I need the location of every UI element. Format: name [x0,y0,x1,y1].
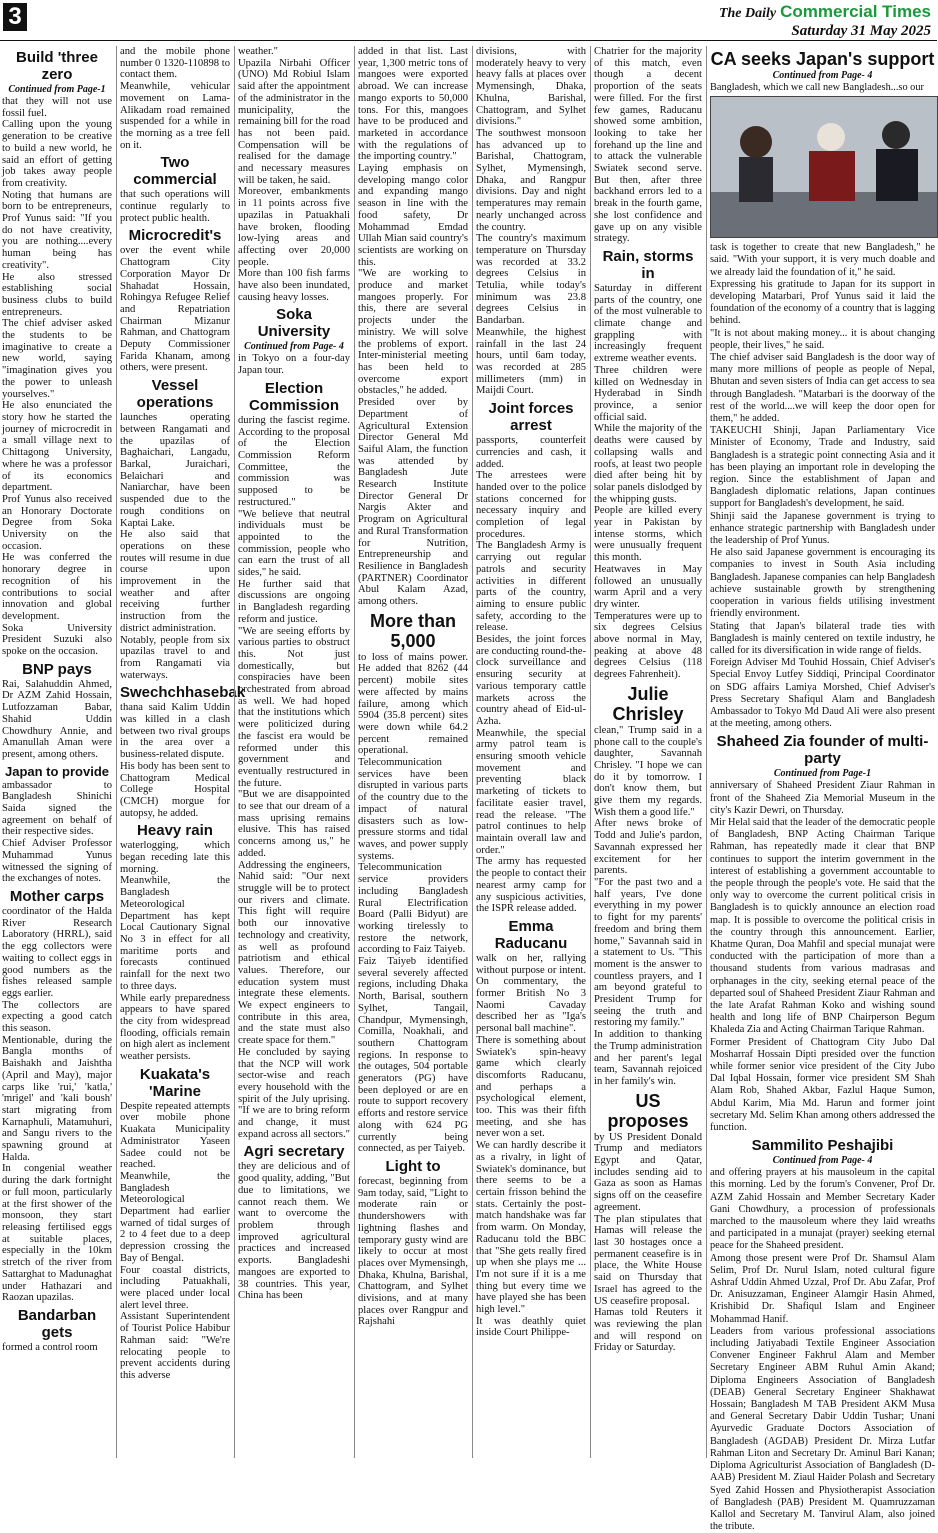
headline: Light to [385,1157,441,1175]
masthead-prefix: The Daily [718,6,777,21]
article-paragraph: formed a control room [2,1341,98,1353]
article-paragraph: Despite repeated attempts over mobile phone Kuakata Municipality Administrator Yaseen Sadee could not be reached. [120,1100,230,1171]
article-paragraph: in Tokyo on a four-day Japan tour. [238,353,350,377]
column-3 [238,46,350,1458]
headline: Shaheed Zia founder of multi-party [716,733,929,768]
headline: Joint forces arrest [488,400,574,435]
article-paragraph: Upazila Nirbahi Officer (UNO) Md Robiul Islam said after the appointment of the administrator in the municipality, the remaining bill for the road has not been paid. Compensation will be realised for the damage and necessary measures will be taken, he said. [238,57,350,186]
column-2 [120,46,246,1458]
headline: BNP pays [22,660,92,678]
article-paragraph: Meanwhile, the special army patrol team is ensuring smooth vehicle movement and preventing black marketing of tickets to facilitate easier travel, read the release. "The patrol continues to help maintain overall law and order." [476,727,586,856]
article-paragraph: He also said Japanese government is encouraging its companies to invest in South Asia including Bangladesh. Japanese companies can help Bangladesh achieve sustainable growth by strengthening cooperation in various fields utilising investment friendly environment. [710,547,935,620]
page-number: 3 [3,3,27,31]
article-paragraph: He concluded by saying that the NCP will work sector-wise and reach every household with the spirit of the July uprising. "If we are to bring reform and change, it must expand across all sectors." [238,1046,350,1140]
headline: Microcredit's [128,227,222,245]
headline: Two commercial [133,154,217,189]
article-paragraph: Notably, people from six upazilas travel to and from Rangamati via waterways. [120,634,230,681]
article-paragraph: Besides, the joint forces are conducting round-the-clock surveillance and ensuring security at various temporary cattle markets across the country ahead of Eid-ul-Azha. [476,634,587,727]
article-paragraph: In congenial weather during the dark fortnight or full moon, particularly at the first shower of the monsoon, they start releasing fertilised eggs at suitable places, especially in the 10km stretch of the river from Sattarghat to Madunaghat under Hathazari and Raozan upazilas. [2,1163,112,1304]
article-paragraph: Expressing his gratitude to Japan for its support in developing Matarbari, Prof Yunus said it laid the foundation of the economy of a country that is lagging behind. [710,278,935,327]
headline: Kuakata's 'Marine [139,1065,211,1100]
article-paragraph: Mir Helal said that the leader of the democratic people of Bangladesh, BNP Acting Chairman Tarique Rahman, has repeatedly made it clear that BNP continues to support the interim government in the interest of establishing a government accountable to the people through the people's vote. He said that the only way to overcome the current political crisis in Bangladesh is to quickly announce an election road map. It is possible to overcome the political crisis in the country through this announcement. Earlier, Khatme Quran, Doa Mahfil and special munajat were conducted with the participation of more than a thousand students from various madrasas and orphanages in the city, seeking eternal peace of the departed soul of Shaheed President Ziaur Rahman and the late Arafat Rahman Koko and wishing sound health and long life of BNP Chairperson Begum Khaleda Zia and Acting Chairman Tarique Rahman. [710,816,936,1036]
continued-from-label: Continued from Page-1 [8,84,106,95]
article-paragraph: In addition to thanking the Trump administration and her parent's legal team, Savannah rejoiced in her family's win. [594,1029,702,1087]
article-paragraph: that such operations will continue regularly to protect public health. [120,189,230,224]
article-paragraph: Saturday in different parts of the country, one of the most vulnerable to climate change and grappling with increasingly frequent extreme weather events. [594,282,702,365]
article-paragraph: Faiz Taiyeb identified several severely affected regions, including Dhaka North, Barisal, southern Sylhet, Tangail, Chandpur, Mymensingh, Comilla, Noakhali, and southern Chattogram regions. In response to the outages, 504 portable generators (PG) have been deployed or are en route to support recovery efforts and restore service along with 624 PG currently being connected, as per Taiyeb. [358,956,468,1155]
article-paragraph: Assistant Superintendent of Tourist Police Habibur Rahman said: "We're relocating people to prevent accidents during this adverse [120,1311,230,1381]
column-5 [476,46,586,1458]
article-paragraph: The arrestees were handed over to the police stations concerned for necessary inquiry and completion of legal procedures. [476,470,586,540]
continued-from-label: Continued from Page- 4 [772,70,873,81]
issue-date: Saturday 31 May 2025 [791,23,931,39]
article-paragraph: He was conferred the honorary degree in recognition of his contributions to social innovation and global development. [2,552,112,622]
article-paragraph: launches operating between Rangamati and the upazilas of Baghaichari, Langadu, Barkal, Juraichari, Belaichari and Naniarchar, have been suspended due to the rough conditions on Kaptai Lake. [120,412,230,529]
article-paragraph: weather." [238,46,278,57]
article-paragraph: Former President of Chattogram City Jubo Dal Mosharraf Hossain Dipti presided over the function while former senior vice president of the City Jubo Dal Iqbal Hossain, former vice president SM Shah Alam Rob, Shahed Akbar, Fazlul Haque Sumon, Abdul Karim, Mia Md. Harun and former joint secretary Md. Selim Khan among others addressed the function. [710,1036,935,1134]
article-paragraph: forecast, beginning from 9am today, said, "Light to moderate rain or thundershowers with lightning flashes and temporary gusty wind are likely to occur at most places over Mymensingh, Dhaka, Khulna, Barishal, Chattogram, and Sylhet divisions, and at many places over Rangpur and Rajshahi [358,1175,468,1328]
headline: Election Commission [248,379,339,414]
article-paragraph: coordinator of the Halda River Research Laboratory (HRRL), said the egg collectors were waiting to collect eggs in good numbers as the fishes released sample eggs earlier. [2,906,112,999]
article-paragraph: Calling upon the young generation to be creative to build a new world, he said an effort of getting job takes away people from creativity. [2,119,112,189]
headline: Swechchhasebak [120,684,246,702]
article-paragraph: Chatrier for the majority of this match, even though a decent proportion of the seats were filled. For the first few games, Raducanu showed some ambition, looking to take her forehand up the line and to attack the vulnerable Swiatek second serve. But then, after three backhand errors led to a break in the fourth game, she lost confidence and gave up on any visible strategy. [594,46,702,245]
headline: Agri secretary [243,1143,345,1161]
article-paragraph: The chief adviser said Bangladesh is the door way of many more millions of people as people of Nepal, Bhutan and seven sisters of India can get access to sea through Bangladesh. "Matarbari is the doorway of the rest of the world....we will keep the door open for them," he added. [710,352,935,425]
column-1 [2,46,112,1458]
headline: Soka University [257,306,331,341]
article-paragraph: He also stressed establishing social business clubs to build entrepreneurs. [2,271,112,318]
headline: CA seeks Japan's support [710,49,935,69]
article-paragraph: by US President Donald Trump and mediators Egypt and Qatar, includes sending aid to Gaza as soon as Hamas signs off on the ceasefire agreement. [594,1131,702,1213]
article-paragraph: "It is not about making money... it is about changing people, their lives," he said. [710,327,935,351]
article-paragraph: We can hardly describe it as a rivalry, in light of Swiatek's dominance, but there seems to be a certain frisson behind the stats. Certainly the post-match handshake was far from warm. On Monday, Raducanu told the BBC that "She gets really fired up when she plays me ... I'm not sure if it is a me thing but every time we have played she has been high level." [476,1140,586,1316]
article-paragraph: Stating that Japan's bilateral trade ties with Bangladesh is mainly centered on textile industry, he called for its diversification in wide range of fields. [710,620,935,656]
article-paragraph: Addressing the engineers, Nahid said: "Our next struggle will be to protect our rivers and climate. This fight will require both our innovative technology and creativity, as well as profound patriotism and ethical values. Therefore, our education system must integrate these elements. We expect engineers to contribute in this area, and the state must also create space for them." [238,859,350,1047]
article-paragraph: TAKEUCHI Shinji, Japan Parliamentary Vice Minister of Economy, Trade and Industry, said Bangladesh is a strategic point connecting Asia and it has been playing an important role in developing the region. Since the establishment of Japan and Bangladesh diplomatic relations, Japan continues support for Bangladesh's development, he said. [710,425,935,510]
article-paragraph: The southwest monsoon has advanced up to Barishal, Chattogram, Sylhet, Mymensingh, Dhaka, and Rangpur divisions. Day and night temperatures may remain nearly unchanged across the country. [476,127,586,233]
article-paragraph: during the fascist regime. According to the proposal of the Election Commission Reform Committee, the commission was supposed to be restructured." [238,414,350,508]
article-paragraph: and the mobile phone number 0 1320-110898 to contact them. [120,46,230,81]
article-paragraph: Telecommunication services have been disrupted in various parts of the country due to the impact of natural disasters such as low-pressure storms and tidal waves, and power supply systems. Telecommunication service providers including Bangladesh Rural Electrification Board (Palli Bidyut) are working tirelessly to restore the network, according to Faiz Taiyeb. [358,757,468,956]
article-paragraph: Presided over by Department of Agricultural Extension Director General Md Saiful Alam, the function was attended by Bangladesh Jute Research Institute Director General Dr Nargis Akter and Program on Agricultural and Rural Transformation for Nutrition, Entrepreneurship and Resilience in Bangladesh (PARTNER) Coordinator Abul Kalam Azad, among others. [358,397,468,608]
article-paragraph: Three children were killed on Wednesday in Hyderabad in Sindh province, a senior official said. [594,364,702,423]
article-paragraph: More than 100 fish farms have also been inundated, causing heavy losses. [238,268,350,303]
article-paragraph: The chief adviser asked the students to be imaginative to create a new world, saying "imagination gives you the power to unleash yourselves." [2,318,112,400]
article-paragraph: His body has been sent to Chattogram Medical College Hospital (CMCH) morgue for autopsy, he added. [120,760,230,819]
article-paragraph: task is together to create that new Bangladesh," he said. "With your support, it is very much doable and we already laid the foundation of it," he said. [710,242,935,278]
article-paragraph: thana said Kalim Uddin was killed in a clash between two rival groups in the area over a business-related dispute. [120,702,230,761]
headline: More than 5,000 [369,610,456,651]
headline: Heavy rain [137,822,213,840]
headline: Emma Raducanu [494,917,568,952]
continued-from-label: Continued from Page- 4 [244,341,344,353]
headline: Julie Chrisley [612,683,684,724]
article-paragraph: and offering prayers at his mausoleum in the capital this morning. Led by the forum's Convener, Prof Dr. AZM Zahid Hossain and Member Secretary Kader Gani Chowdhury, a procession of professionals marched to the mausoleum where they laid wreaths and participated in a munajat (prayer) seeking eternal peace for the Shaheed president. [710,1167,935,1252]
article-paragraph: Heatwaves in May followed an unusually warm April and a very dry winter. [594,563,702,610]
column-6 [594,46,702,1458]
article-paragraph: clean," Trump said in a phone call to the couple's daughter, Savannah Chrisley. "I hope we can do it by tomorrow. I don't know them, but give them my regards. Wish them a good life." [594,724,702,818]
article-paragraph: Four coastal districts, including Patuakhali, were placed under local alert level three. [120,1264,230,1311]
article-paragraph: Leaders from various professional associations including Jatiyabadi Textile Engineer Association Convener Engineer Fakhrul Alam and Member Secretary Engineer ABM Ruhul Amin Akand; Diploma Engineers Association of Bangladesh (DEAB) General Secretary Engineer Shakhawat Hossain; Bangladesh M TAB President AKM Musa and General Secretary Dabir Uddin Tushar; Unani Ayurvedic Graduate Doctors Association of Bangladesh (AGDAB) President Dr. Mirza Lutfar Rahman Liton and Secretary Dr. Aminul Bari Kanan; Diploma Agriculturist Association of Bangladesh (D-AAB) President M. Ziaul Haider Polash and Secretary Syed Zahid Hossen and Physiotherapist Association of Bangladesh (PAB) President M. Quamruzzaman Kallol and Secretary M. Tanvirul Alam, also joined the tribute. [710,1325,935,1533]
article-paragraph: People are killed every year in Pakistan by intense storms, which were unusually frequent this month. [594,505,702,564]
article-paragraph: ambassador to Bangladesh Shinichi Saida signed the agreement on behalf of their respective sides. [2,779,112,838]
article-paragraph: Bangladesh, which we call new Bangladesh...so our [710,82,924,93]
article-paragraph: Rai, Salahuddin Ahmed, Dr AZM Zahid Hossain, Lutfozzaman Babar, Shahid Uddin Chowdhury Annie, and Amanullah Aman were present, among others. [2,678,112,760]
headline: Sammilito Peshajibi [751,1137,894,1155]
article-paragraph: Hamas told Reuters it was reviewing the plan and will respond on Friday or Saturday. [594,1307,702,1354]
article-paragraph: The Bangladesh Army is carrying out regular patrols and security activities in different parts of the country, aiming to ensure public safety, according to the release. [476,540,586,634]
headline: Build 'three zero [16,49,98,83]
article-paragraph: The collectors are expecting a good catch this season. [2,999,112,1035]
header-rule [0,40,937,41]
article-paragraph: Soka University President Suzuki also spoke on the occasion. [2,622,112,658]
article-paragraph: divisions, with moderately heavy to very heavy falls at places over Mymensingh, Dhaka, Khulna, Barishal, Chattogram, and Sylhet divisions." [476,46,586,128]
article-paragraph: There is something about Swiatek's spin-heavy game which clearly discomforts Raducanu, and perhaps a psychological element, too. This was their fifth meeting, and she has never won a set. [476,1034,586,1140]
article-paragraph: Meanwhile, vehicular movement on Lama-Alikadam road remained suspended for a while in the morning as a tree fell on it. [120,81,230,151]
article-paragraph: Prof Yunus also received an Honorary Doctorate Degree from Soka University on the occasion. [2,493,112,552]
article-paragraph: waterlogging, which began receding late this morning. [120,840,230,875]
article-paragraph: Among those present were Prof Dr. Shamsul Alam Selim, Prof Dr. Nurul Islam, noted cultural figure Ashraf Uddin Ahmed Uzzal, Prof Dr. Abu Zafar, Prof Dr. Anisuzzaman, Engineer Alamgir Hasin Ahmed, Krishibid Dr. Shafiqul Islam and Engineer Mohammad Hanif. [710,1252,935,1325]
article-paragraph: Laying emphasis on developing mango color and expanding mango season in line with the food safety, Dr Mohammad Emdad Ullah Mian said country's scientists are working on this. [358,163,468,268]
article-paragraph: "But we are disappointed to see that our dream of a mass uprising remains elusive. This has raised concerns among us," he added. [238,789,350,859]
article-paragraph: Shinji said the Japanese government is trying to enhance strategic partnership with Bangladesh under the leadership of Prof Yunus. [710,510,935,547]
headline: Bandarban gets [17,1306,97,1341]
headline: US proposes [607,1090,689,1131]
continued-from-label: Continued from Page-1 [773,768,872,780]
article-paragraph: they are delicious and of good quality, adding, "But due to limitations, we cannot reach them. We want to overcome the problem through improved agricultural practices and increased exports. Bangladeshi mangoes are exported to 38 countries. This year, China has been [238,1161,350,1302]
headline: Japan to provide [4,763,110,779]
column-7 [710,46,936,1533]
masthead [719,2,931,40]
article-paragraph: While early preparedness appears to have spared the city from widespread flooding, officials remain on high alert as inclement weather persists. [120,992,230,1063]
page-header [0,0,937,40]
article-paragraph: Meanwhile, the highest rainfall in the last 24 hours, until 6am today, was recorded at 285 millimeters (mm) in Maijdi Court. [476,326,586,397]
article-paragraph: It was deathly quiet inside Court Philippe- [476,1315,586,1339]
article-paragraph: He also enunciated the story how he started the journey of microcredit in a small village next to Chittagong University, where he was a professor of its economics department. [2,400,112,494]
article-paragraph: He also said that operations on these routes will resume in due course upon improvement in the weather and after receiving further instruction from the district administration. [120,529,230,634]
article-paragraph: The army has requested the people to contact their nearest army camp for any suspicious activities, the ISPR release added. [476,856,587,915]
article-paragraph: passports, counterfeit currencies and cash, it added. [476,435,586,470]
article-paragraph: Noting that humans are born to be entrepreneurs, Prof Yunus said: "If you do not have creativity, you are nothing....every human being has creativity". [2,189,112,271]
article-paragraph: Meanwhile, the Bangladesh Meteorological Department has kept Local Cautionary Signal No 3 in effect for all maritime ports and forecasts continued rainfall for the next two to three days. [120,875,230,992]
article-paragraph: to loss of mains power. He added that 8262 (44 percent) mobile sites were affected by mains failure, among which 5904 (35.8 percent) sites were down while 64.2 percent remained operational. [358,651,468,757]
article-paragraph: "We are seeing efforts by various parties to obstruct this. Not just domestically, but conspiracies have been orchestrated from abroad as well. We had hoped that the institutions which were politicized during the fascist era would be reformed under this government and eventually restructured in the future. [238,625,350,789]
article-photo [710,96,938,238]
article-paragraph: Meanwhile, the Bangladesh Meteorological Department had earlier warned of tidal surges of 2 to 4 feet due to a deep depression crossing the Bay of Bengal. [120,1170,230,1264]
column-4 [358,46,468,1458]
article-paragraph: anniversary of Shaheed President Ziaur Rahman in front of the Shaheed Zia Memorial Museum in the city's Kazir Dewri, on Thursday. [710,780,935,816]
article-paragraph: The country's maximum temperature on Thursday was recorded at 33.2 degrees Celsius in Tetulia, while today's minimum was 23.8 degrees Celsius in Bandarban. [476,233,586,327]
masthead-name: Commercial Times [780,2,931,21]
article-paragraph: After news broke of Todd and Julie's pardon, Savannah expressed her excitement for her parents. [594,818,702,877]
article-paragraph: Mentionable, during the Bangla months of Baishakh and Jaishtha (April and May), major carps like 'rui,' 'katla,' 'mrigel' and 'kali boush' start migrating from Karnaphuli, Matamuhuri, and Sangu rivers to the spawning ground at Halda. [2,1034,112,1163]
headline: Vessel operations [136,377,214,412]
article-paragraph: "For the past two and a half years, I've done everything in my power to fight for my parents' freedom and bring them home," Savannah said in a statement to Us. "This moment is the answer to countless prayers, and I am beyond grateful to President Trump for seeing the truth and restoring my family." [594,877,702,1029]
article-paragraph: He further said that discussions are ongoing in Bangladesh regarding reform and justice. [238,578,350,625]
article-paragraph: "We are working to produce and market mangoes properly. For this, there are several projects under the ministry. We will solve the problems of export. Inter-ministerial meeting has been held to overcome export obstacles," he added. [358,268,468,397]
article-paragraph: While the majority of the deaths were caused by collapsing walls and roofs, at least two people died after being hit by solar panels dislodged by the whipping gusts. [594,423,702,505]
article-paragraph: over the event while Chattogram City Corporation Mayor Dr Shahadat Hossain, Rohingya Refugee Relief and Repatriation Chairman Mizanur Rahman, and Chattogram Deputy Commissioner Farida Khanam, among others, were present. [120,245,230,374]
article-paragraph: Foreign Adviser Md Touhid Hossain, Chief Adviser's Special Envoy Lutfey Siddiqi, Principal Coordinator on SDG affairs Lamiya Morshed, Chief Adviser's Press Secretary Shafiqul Alam and Bangladesh Ambassador to Tokyo Md Daud Ali were also present at the meeting, among others. [710,657,935,730]
article-paragraph: Chief Adviser Professor Muhammad Yunus witnessed the signing of the exchanges of notes. [2,838,112,885]
article-paragraph: "We believe that neutral individuals must be appointed to the commission, people who can earn the trust of all sides," he said. [238,508,350,579]
article-paragraph: Moreover, embankments in 11 points across five upazilas in Patuakhali have broken, flooding low-lying areas and affecting over 20,000 people. [238,186,350,268]
article-paragraph: walk on her, rallying without purpose or intent. On commentary, the former British No 3 Naomi Cavaday described her as "Iga's personal ball machine". [476,952,586,1035]
article-paragraph: Temperatures were up to six degrees Celsius above normal in May, peaking at above 48 degrees Celsius (118 degrees Fahrenheit). [594,610,702,681]
continued-from-label: Continued from Page- 4 [772,1155,873,1167]
headline: Rain, storms in [602,247,694,282]
article-paragraph: added in that list. Last year, 1,300 metric tons of mangoes were exported abroad. We can increase mango exports to 50,000 tons. For this, mangoes have to be produced and marketed in accordance with the regulations of the importing country." [358,46,468,163]
article-paragraph: that they will not use fossil fuel. [2,96,112,119]
article-paragraph: The plan stipulates that Hamas will release the last 30 hostages once a permanent ceasefire is in place, the White House said on Thursday that Israel has agreed to the US ceasefire proposal. [594,1213,702,1307]
headline: Mother carps [9,888,105,905]
